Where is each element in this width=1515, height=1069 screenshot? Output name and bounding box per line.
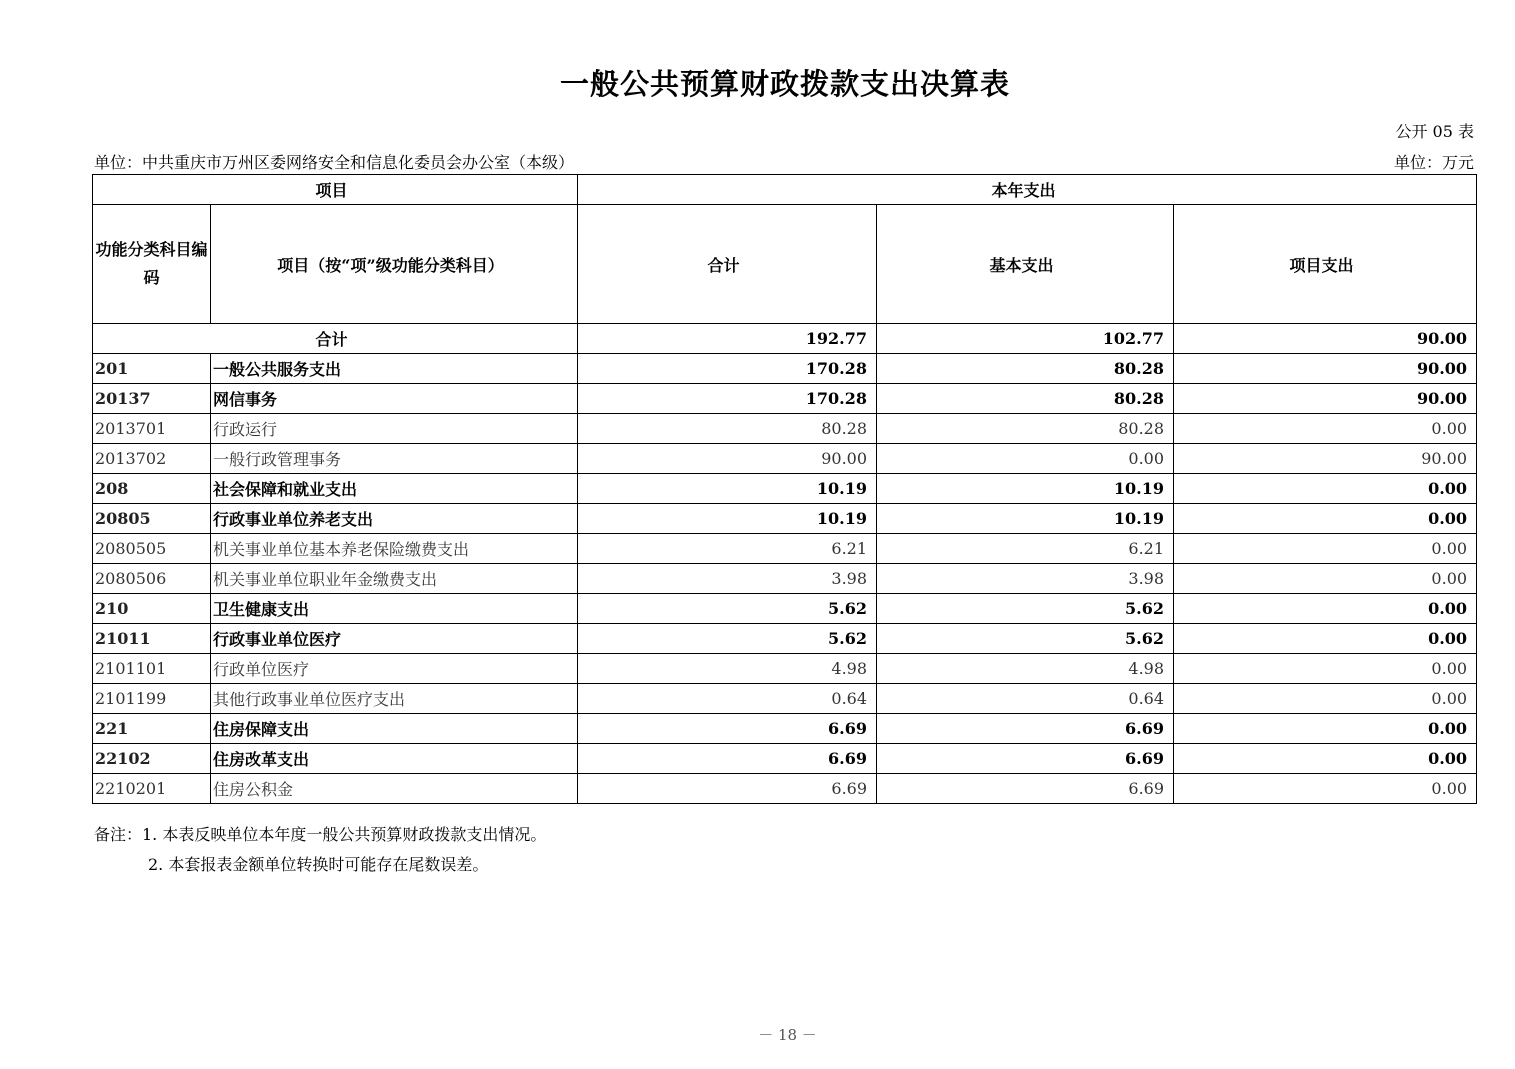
table-row (93, 354, 1477, 384)
name-cell: 机关事业单位职业年金缴费支出 (211, 564, 578, 594)
table-row (93, 744, 1477, 774)
header-row-1 (93, 175, 1477, 205)
code-cell: 2210201 (93, 774, 211, 804)
project-cell: 0.00 (1174, 474, 1477, 504)
table-row (93, 474, 1477, 504)
project-cell: 0.00 (1174, 504, 1477, 534)
code-cell: 2080505 (93, 534, 211, 564)
project-cell: 90.00 (1174, 354, 1477, 384)
unit-organization: 单位：中共重庆市万州区委网络安全和信息化委员会办公室（本级） (94, 153, 575, 172)
basic-cell: 0.64 (877, 684, 1174, 714)
table-row (93, 774, 1477, 804)
total-cell: 3.98 (578, 564, 877, 594)
header-name: 项目（按“项”级功能分类科目） (211, 205, 578, 324)
basic-cell: 80.28 (877, 354, 1174, 384)
basic-cell: 6.21 (877, 534, 1174, 564)
total-cell: 4.98 (578, 654, 877, 684)
project-cell: 0.00 (1174, 654, 1477, 684)
table-row (93, 384, 1477, 414)
table-row (93, 654, 1477, 684)
header-basic: 基本支出 (877, 205, 1174, 324)
project-cell: 0.00 (1174, 414, 1477, 444)
name-cell: 机关事业单位基本养老保险缴费支出 (211, 534, 578, 564)
total-cell: 0.64 (578, 684, 877, 714)
header-project: 项目支出 (1174, 205, 1477, 324)
name-cell: 行政事业单位医疗 (211, 624, 578, 654)
code-cell: 2101101 (93, 654, 211, 684)
total-cell: 6.69 (578, 714, 877, 744)
name-cell: 住房保障支出 (211, 714, 578, 744)
table-row (93, 594, 1477, 624)
basic-cell: 5.62 (877, 594, 1174, 624)
name-cell: 行政运行 (211, 414, 578, 444)
note-1: 备注：1. 本表反映单位本年度一般公共预算财政拨款支出情况。 (94, 825, 547, 844)
total-cell: 90.00 (578, 444, 877, 474)
note-2: 2. 本套报表金额单位转换时可能存在尾数误差。 (148, 855, 489, 874)
total-cell: 170.28 (578, 384, 877, 414)
code-cell: 20805 (93, 504, 211, 534)
name-cell: 行政事业单位养老支出 (211, 504, 578, 534)
unit-currency: 单位：万元 (1393, 153, 1474, 172)
total-cell: 6.69 (578, 744, 877, 774)
project-cell: 0.00 (1174, 744, 1477, 774)
total-cell: 5.62 (578, 594, 877, 624)
total-cell: 6.21 (578, 534, 877, 564)
name-cell: 卫生健康支出 (211, 594, 578, 624)
name-cell: 社会保障和就业支出 (211, 474, 578, 504)
basic-cell: 3.98 (877, 564, 1174, 594)
basic-cell: 80.28 (877, 414, 1174, 444)
code-cell: 22102 (93, 744, 211, 774)
code-cell: 20137 (93, 384, 211, 414)
total-row (93, 324, 1477, 354)
basic-cell: 6.69 (877, 714, 1174, 744)
project-cell: 0.00 (1174, 714, 1477, 744)
project-cell: 0.00 (1174, 684, 1477, 714)
total-basic: 102.77 (877, 324, 1174, 354)
basic-cell: 10.19 (877, 474, 1174, 504)
code-cell: 201 (93, 354, 211, 384)
table-row (93, 714, 1477, 744)
page-number: － 18 － (758, 1026, 817, 1044)
basic-cell: 5.62 (877, 624, 1174, 654)
table-row (93, 444, 1477, 474)
basic-cell: 6.69 (877, 744, 1174, 774)
table-row (93, 414, 1477, 444)
total-sum: 192.77 (578, 324, 877, 354)
total-cell: 170.28 (578, 354, 877, 384)
name-cell: 住房公积金 (211, 774, 578, 804)
name-cell: 行政单位医疗 (211, 654, 578, 684)
code-cell: 208 (93, 474, 211, 504)
basic-cell: 0.00 (877, 444, 1174, 474)
basic-cell: 6.69 (877, 774, 1174, 804)
total-cell: 10.19 (578, 504, 877, 534)
project-cell: 0.00 (1174, 624, 1477, 654)
code-cell: 2101199 (93, 684, 211, 714)
table-row (93, 534, 1477, 564)
table-number: 公开 05 表 (1395, 122, 1474, 141)
name-cell: 住房改革支出 (211, 744, 578, 774)
project-cell: 0.00 (1174, 534, 1477, 564)
code-cell: 2080506 (93, 564, 211, 594)
name-cell: 其他行政事业单位医疗支出 (211, 684, 578, 714)
basic-cell: 4.98 (877, 654, 1174, 684)
total-project: 90.00 (1174, 324, 1477, 354)
project-cell: 0.00 (1174, 774, 1477, 804)
basic-cell: 80.28 (877, 384, 1174, 414)
page-title: 一般公共预算财政拨款支出决算表 (559, 67, 1010, 101)
code-cell: 21011 (93, 624, 211, 654)
name-cell: 网信事务 (211, 384, 578, 414)
code-cell: 2013702 (93, 444, 211, 474)
basic-cell: 10.19 (877, 504, 1174, 534)
table-row (93, 564, 1477, 594)
name-cell: 一般公共服务支出 (211, 354, 578, 384)
table-row (93, 684, 1477, 714)
header-year-expense: 本年支出 (578, 175, 1477, 205)
header-total: 合计 (578, 205, 877, 324)
code-cell: 210 (93, 594, 211, 624)
project-cell: 0.00 (1174, 564, 1477, 594)
name-cell: 一般行政管理事务 (211, 444, 578, 474)
header-item: 项目 (93, 175, 578, 205)
code-cell: 221 (93, 714, 211, 744)
project-cell: 0.00 (1174, 594, 1477, 624)
header-code: 功能分类科目编码 (93, 205, 211, 324)
table-row (93, 624, 1477, 654)
project-cell: 90.00 (1174, 384, 1477, 414)
header-row-2 (93, 205, 1477, 324)
table-row (93, 504, 1477, 534)
project-cell: 90.00 (1174, 444, 1477, 474)
total-label: 合计 (93, 324, 578, 354)
total-cell: 6.69 (578, 774, 877, 804)
code-cell: 2013701 (93, 414, 211, 444)
total-cell: 10.19 (578, 474, 877, 504)
expenditure-table (92, 174, 1477, 804)
total-cell: 80.28 (578, 414, 877, 444)
total-cell: 5.62 (578, 624, 877, 654)
